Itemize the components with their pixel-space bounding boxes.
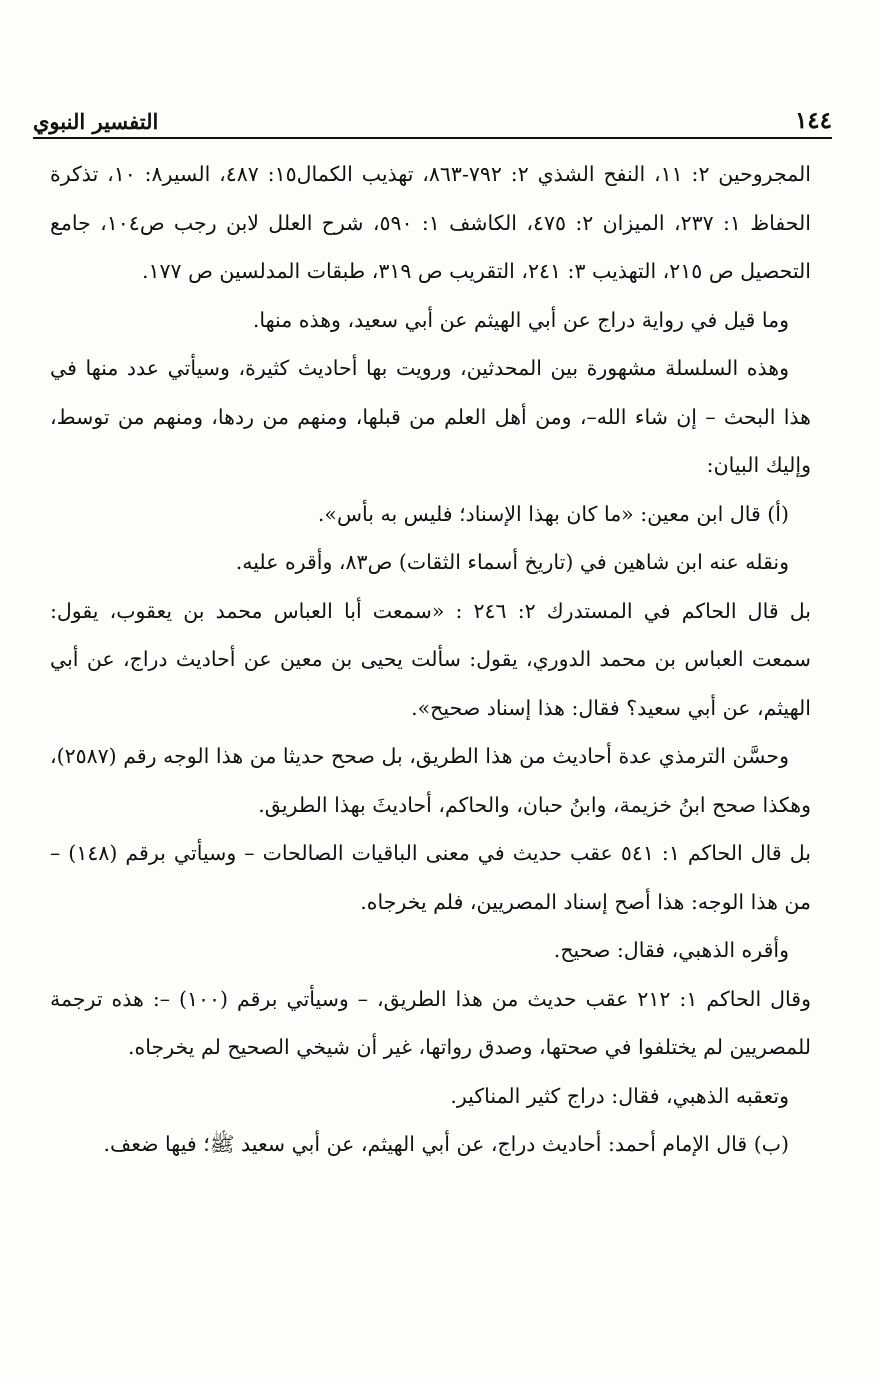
paragraph: بل قال الحاكم ١: ٥٤١ عقب حديث في معنى الباقيات الصالحات – وسيأتي برقم (١٤٨) – من هذا الوجه: هذا أصح إسناد المصريين، فلم يخرجاه.: [50, 841, 811, 914]
header-rule: [33, 137, 832, 139]
body-text: [50, 150, 811, 1169]
paragraph: وحسَّن الترمذي عدة أحاديث من هذا الطريق، بل صحح حديثا من هذا الوجه رقم (٢٥٨٧)، وهكذا صحح ابنُ خزيمة، وابنُ حبان، والحاكم، أحاديثَ بهذا الطريق.: [50, 744, 811, 817]
footnote-continuation: المجروحين ٢: ١١، النفح الشذي ٢: ٧٩٢-٨٦٣، تهذيب الكمال١٥: ٤٨٧، السير٨: ١٠، تذكرة الحفاظ ١: ٢٣٧، الميزان ٢: ٤٧٥، الكاشف ١: ٥٩٠، شرح العلل لابن رجب ص١٠٤، جامع التحصيل ص ٢١٥، التهذيب ٣: ٢٤١، التقريب ص ٣١٩، طبقات المدلسين ص ١٧٧.: [50, 162, 811, 283]
paragraph: وأقره الذهبي، فقال: صحيح.: [553, 938, 789, 962]
paragraph: (ب) قال الإمام أحمد: أحاديث دراج، عن أبي الهيثم، عن أبي سعيد ﷺ؛ فيها ضعف.: [103, 1132, 789, 1156]
paragraph: (أ) قال ابن معين: «ما كان بهذا الإسناد؛ فليس به بأس».: [317, 501, 789, 526]
paragraph: وتعقبه الذهبي، فقال: دراج كثير المناكير.: [450, 1083, 789, 1108]
paragraph: وما قيل في رواية دراج عن أبي الهيثم عن أبي سعيد، وهذه منها.: [252, 307, 789, 332]
paragraph: بل قال الحاكم في المستدرك ٢: ٢٤٦ : «سمعت أبا العباس محمد بن يعقوب، يقول: سمعت العباس بن محمد الدوري، يقول: سألت يحيى بن معين عن أحاديث دراج، عن أبي الهيثم، عن أبي سعيد؟ فقال: هذا إسناد صحيح».: [50, 598, 811, 720]
page-number: ١٤٤: [794, 107, 832, 134]
paragraph: وقال الحاكم ١: ٢١٢ عقب حديث من هذا الطريق، – وسيأتي برقم (١٠٠) –: هذه ترجمة للمصريين لم يختلفوا في صحتها، وصدق رواتها، غير أن شيخي الصحيح لم يخرجاه.: [50, 986, 812, 1059]
paragraph: وهذه السلسلة مشهورة بين المحدثين، ورويت بها أحاديث كثيرة، وسيأتي عدد منها في هذا البحث – إن شاء الله–، ومن أهل العلم من قبلها، ومنهم من ردها، ومنهم من توسط، وإليك البيان:: [50, 356, 811, 477]
page-header: [33, 100, 832, 134]
paragraph: ونقله عنه ابن شاهين في (تاريخ أسماء الثقات) ص٨٣، وأقره عليه.: [235, 550, 789, 574]
running-title: التفسير النبوي: [33, 109, 159, 134]
